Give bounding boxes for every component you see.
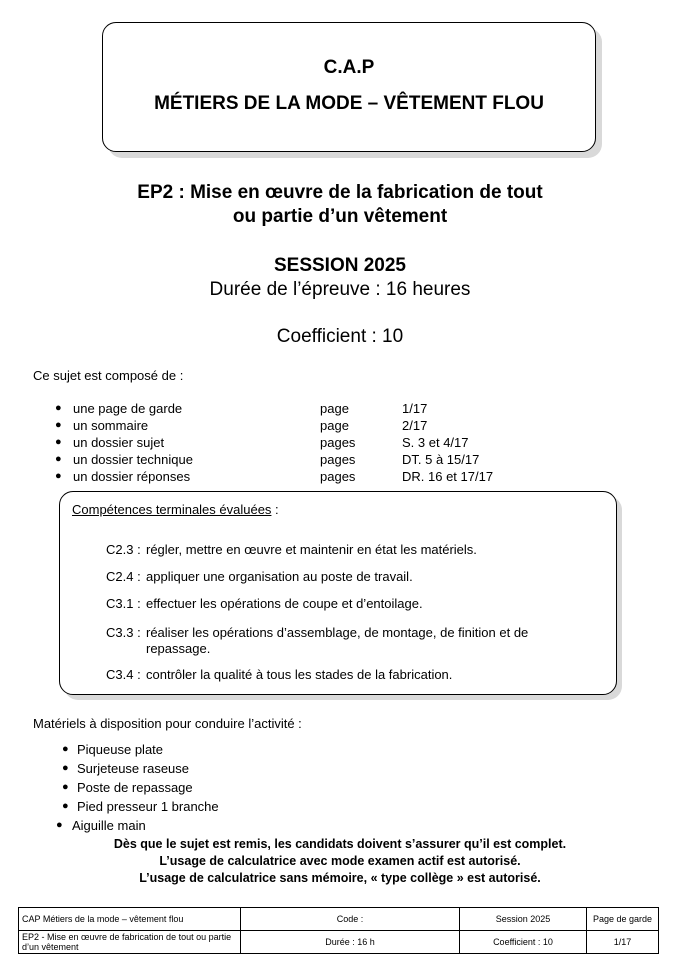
composition-intro: Ce sujet est composé de :: [33, 368, 184, 383]
materials-title: Matériels à disposition pour conduire l’activité :: [33, 716, 302, 731]
bullet-icon: ●: [55, 419, 62, 431]
competences-title: Compétences terminales évaluées :: [72, 502, 279, 517]
footer-page-number: 1/17: [587, 931, 659, 954]
title-box: [102, 22, 596, 152]
footer-duration: Durée : 16 h: [241, 931, 460, 954]
bullet-icon: ●: [55, 470, 62, 482]
footer-coefficient: Coefficient : 10: [460, 931, 587, 954]
competences-box: Compétences terminales évaluées : C2.3 : régler, mettre en œuvre et maintenir en état les matériels. C2.4 : appliquer une organisation au poste de travail. C3.1 : effectuer les opérations de coupe et d’entoilage. C3.3 : réaliser les opérations d’assemblage, de montage, de finition et de repassage. C3.4 : contrôler la qualité à tous les stades de la fabrication.: [59, 491, 617, 695]
bullet-icon: ●: [55, 453, 62, 465]
specialty-title: MÉTIERS DE LA MODE – VÊTEMENT FLOU: [154, 93, 544, 114]
footer-epreuve: EP2 - Mise en œuvre de fabrication de tout ou partie d’un vêtement: [19, 931, 241, 954]
footer-code: Code :: [241, 908, 460, 931]
bullet-icon: ●: [55, 402, 62, 414]
bullet-icon: ●: [62, 800, 69, 812]
session-label: SESSION 2025: [273, 255, 407, 276]
notice-calculator-college: L’usage de calculatrice sans mémoire, « type collège » est autorisé.: [139, 871, 541, 885]
bullet-icon: ●: [62, 743, 69, 755]
footer-page-type: Page de garde: [587, 908, 659, 931]
bullet-icon: ●: [62, 762, 69, 774]
diploma-title: C.A.P: [323, 57, 375, 78]
footer-diploma: CAP Métiers de la mode – vêtement flou: [19, 908, 241, 931]
bullet-icon: ●: [62, 781, 69, 793]
notice-calculator-exam-mode: L’usage de calculatrice avec mode examen actif est autorisé.: [159, 854, 521, 868]
footer-session: Session 2025: [460, 908, 587, 931]
notice-completeness: Dès que le sujet est remis, les candidats doivent s’assurer qu’il est complet.: [113, 837, 567, 851]
footer-table: [18, 907, 659, 954]
duration-label: Durée de l’épreuve : 16 heures: [209, 279, 471, 300]
epreuve-title-line1: EP2 : Mise en œuvre de la fabrication de tout: [137, 182, 543, 203]
coefficient-label: Coefficient : 10: [276, 326, 404, 347]
epreuve-title-line2: ou partie d’un vêtement: [232, 206, 448, 227]
bullet-icon: ●: [55, 436, 62, 448]
bullet-icon: ●: [56, 819, 63, 831]
